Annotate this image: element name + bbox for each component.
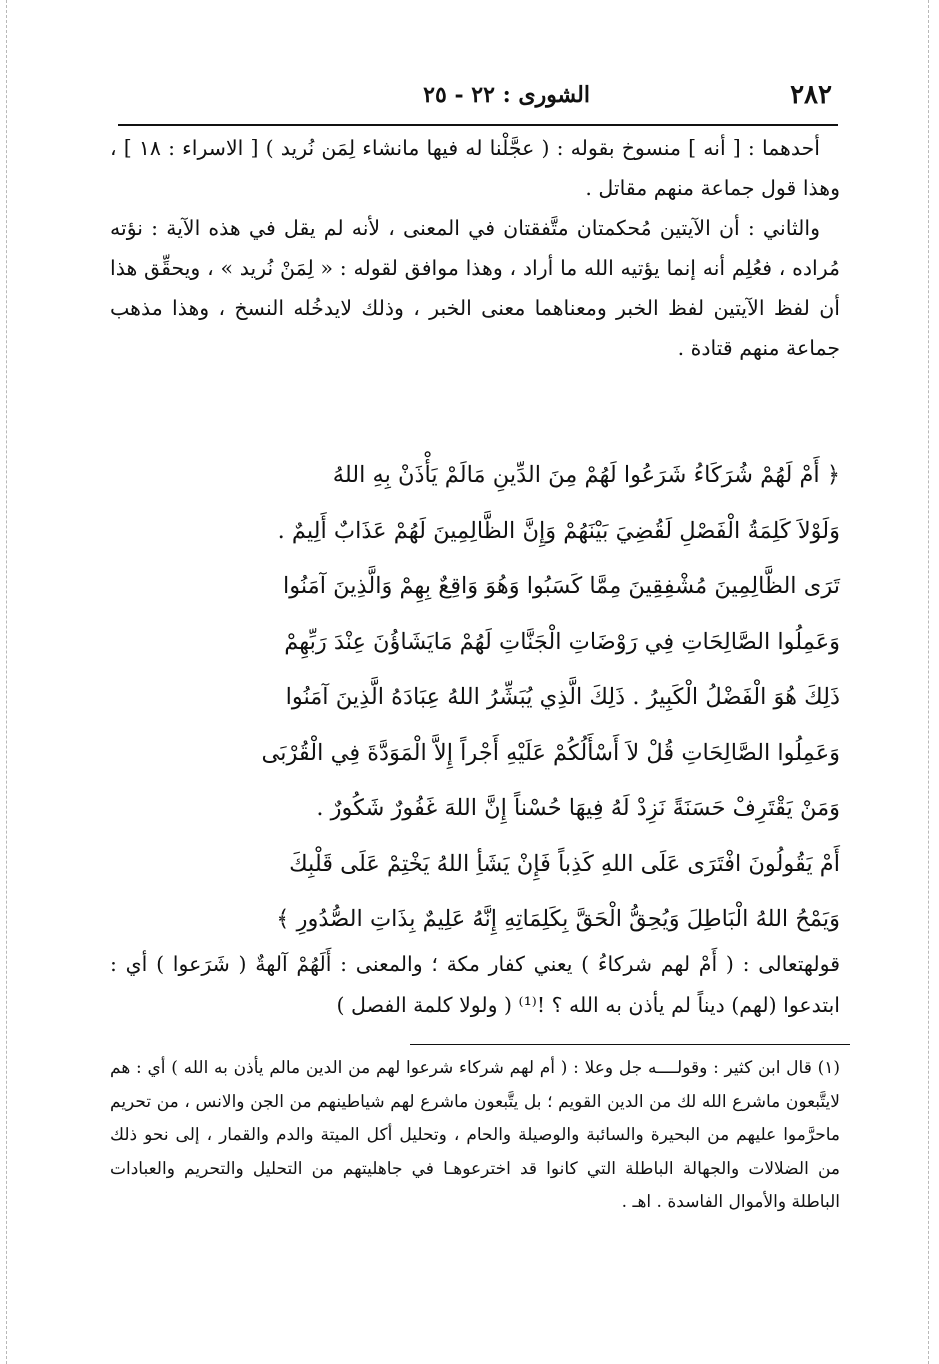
- paragraph-first-opinion: أحدهما : [ أنه ] منسوخ بقوله : ( عجَّلْنا له فيها مانشاء لِمَن نُريد ) [ الاسراء : ١٨ ] ، وهذا قول جماعة منهم مقاتل .: [110, 136, 840, 200]
- footnotes: [110, 1052, 840, 1220]
- scan-edge-left: [6, 0, 7, 1364]
- tafsir-text: [110, 944, 840, 1026]
- page-number: ٢٨٢: [790, 80, 832, 110]
- page-header: [110, 80, 840, 120]
- verse-line: ﴿ أَمْ لَهُمْ شُرَكَاءُ شَرَعُوا لَهُمْ مِنَ الدِّينِ مَالَمْ يَأْذَنْ بِهِ اللهُ: [332, 462, 840, 488]
- quran-verses: [110, 448, 840, 948]
- tafsir-paragraph: قولهتعالى : ( أَمْ لهم شركاءُ ) يعني كفار مكة ؛ والمعنى : أَلَهُمْ آلهةٌ ( شَرَعوا ) أي : ابتدعوا (لهم) ديناً لم يأذن به الله ؟ !⁽¹⁾ ( ولولا كلمة الفصل ): [110, 952, 840, 1017]
- footnote-rule: [410, 1044, 850, 1045]
- verse-line: تَرَى الظَّالِمِينَ مُشْفِقِينَ مِمَّا كَسَبُوا وَهُوَ وَاقِعٌ بِهِمْ وَالَّذِينَ آمَنُوا: [283, 573, 840, 599]
- verse-line: وَيَمْحُ اللهُ الْبَاطِلَ وَيُحِقُّ الْحَقَّ بِكَلِمَاتِهِ إِنَّهُ عَلِيمٌ بِذَاتِ الصُّدُورِ ﴾: [276, 906, 840, 932]
- commentary-text: [110, 128, 840, 368]
- verse-line: وَعَمِلُوا الصَّالِحَاتِ قُلْ لاَ أَسْأَلُكُمْ عَلَيْهِ أَجْراً إِلاَّ الْمَوَدَّةَ فِي الْقُرْبَى: [261, 739, 840, 766]
- verse-line: وَلَوْلاَ كَلِمَةُ الْفَصْلِ لَقُضِيَ بَيْنَهُمْ وَإِنَّ الظَّالِمِينَ لَهُمْ عَذَابٌ أَلِيمٌ .: [277, 517, 840, 544]
- verse-line: أَمْ يَقُولُونَ افْتَرَى عَلَى اللهِ كَذِباً فَإِنْ يَشَأِ اللهُ يَخْتِمْ عَلَى قَلْبِكَ: [289, 850, 840, 877]
- running-head: الشورى : ٢٢ - ٢٥: [423, 82, 590, 108]
- paragraph-second-opinion: والثاني : أن الآيتين مُحكمتان متَّفقتان في المعنى ، لأنه لم يقل في هذه الآية : نؤته مُراده ، فعُلِم أنه إنما يؤتيه الله ما أراد ، وهذا موافق لقوله : « لِمَنْ نُريد » ، ويحقِّق هذا أن لفظ الآيتين لفظ الخبر ومعناهما معنى الخبر ، وذلك لايدخُله النسخ ، وهذا مذهب جماعة منهم قتادة .: [110, 216, 840, 360]
- verse-line: وَمَنْ يَقْتَرِفْ حَسَنَةً نَزِدْ لَهُ فِيهَا حُسْناً إِنَّ اللهَ غَفُورٌ شَكُورٌ .: [316, 795, 840, 821]
- footnote-1: (١) قال ابن كثير : وقولــــه جل وعلا : ( أم لهم شركاء شرعوا لهم من الدين مالم يأذن به الله ) أي : هم لايتَّبعون ماشرع الله لك من الدين القويم ؛ بل يتَّبعون ماشرع لهم شياطينهم من الجن والانس ، من تحريم ماحرَّموا عليهم من البحيرة والسائبة والوصيلة والحام ، وتحليل أكل الميتة والدم والقمار ، إلى نحو ذلك من الضلالات والجهالة الباطلة التي كانوا قد اخترعوهـا في جاهليتهم من التحليل والتحريم والعبادات الباطلة والأموال الفاسدة . اهـ .: [110, 1058, 840, 1212]
- verse-line: ذَلِكَ هُوَ الْفَضْلُ الْكَبِيرُ . ذَلِكَ الَّذِي يُبَشِّرُ اللهُ عِبَادَهُ الَّذِينَ آمَنُوا: [285, 684, 840, 710]
- header-rule: [118, 124, 838, 126]
- verse-line: وَعَمِلُوا الصَّالِحَاتِ فِي رَوْضَاتِ الْجَنَّاتِ لَهُمْ مَايَشَاؤُنَ عِنْدَ رَبِّهِمْ: [284, 628, 840, 655]
- scan-edge-right: [928, 0, 929, 1364]
- page: [110, 0, 840, 1364]
